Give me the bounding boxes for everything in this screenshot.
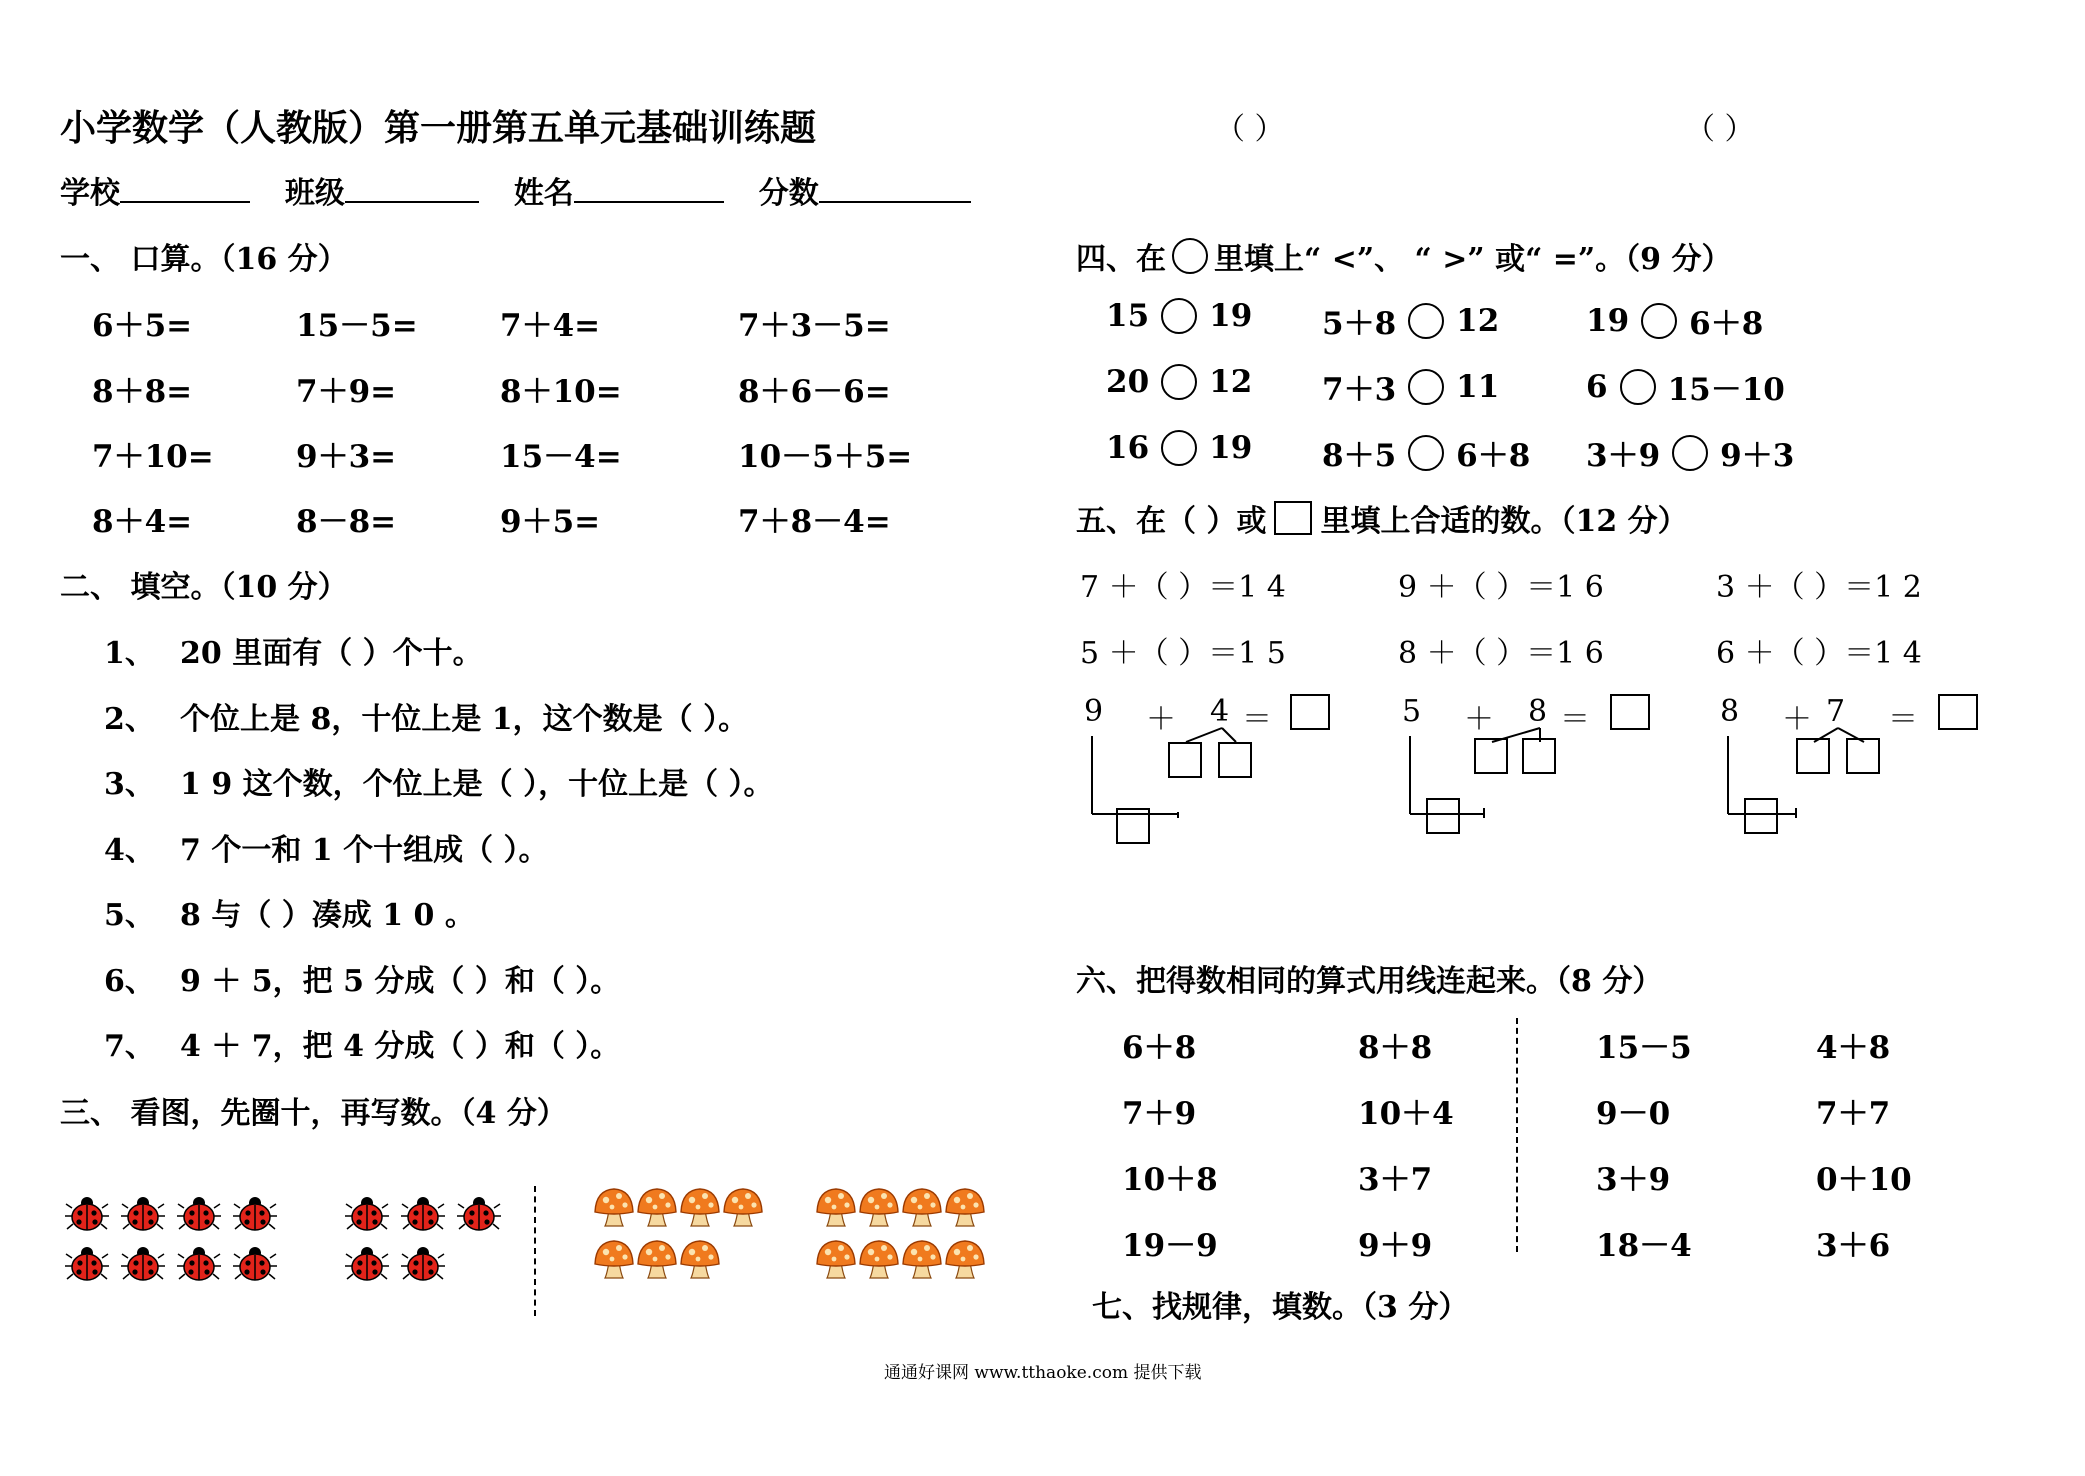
decomp-first-addend: 9	[1084, 694, 1104, 729]
fill-blank-question: 个位上是 8，十位上是 1，这个数是（ ）。	[180, 701, 749, 737]
match-expression[interactable]: 7＋7	[1816, 1096, 1891, 1132]
compare-circle[interactable]	[1620, 369, 1656, 405]
decomp-plus: ＋	[1464, 702, 1494, 737]
ladybug-icon	[344, 1194, 390, 1234]
mushroom-icon	[857, 1238, 901, 1282]
mental-math-item: 8－8=	[296, 504, 397, 540]
compare-left: 20	[1106, 364, 1150, 400]
fill-blank-question: 7 个一和 1 个十组成（ ）。	[180, 832, 549, 868]
compare-right: 19	[1209, 430, 1253, 466]
compare-right: 15－10	[1667, 372, 1785, 408]
answer-box[interactable]	[1610, 694, 1650, 730]
mental-math-item: 7＋4=	[500, 308, 601, 344]
decomp-equals: ＝	[1242, 702, 1272, 737]
compare-left: 7＋3	[1322, 372, 1397, 408]
decomp-second-addend: 7	[1826, 694, 1846, 729]
fill-blank-question: 1 9 这个数，个位上是（ ），十位上是（ ）。	[180, 767, 774, 802]
mental-math-item: 8＋10=	[500, 374, 622, 410]
match-expression[interactable]: 18－4	[1596, 1228, 1692, 1264]
match-expression[interactable]: 9－0	[1596, 1096, 1671, 1132]
compare-circle[interactable]	[1408, 435, 1444, 471]
compare-left: 8＋5	[1322, 438, 1397, 474]
ladybug-icon	[120, 1244, 166, 1284]
match-expression[interactable]: 3＋6	[1816, 1228, 1891, 1264]
sec7-heading: 七、找规律，填数。（3 分）	[1092, 1290, 1469, 1325]
mushroom-icon	[900, 1186, 944, 1230]
sec2-heading: 二、 填空。（10 分）	[60, 570, 348, 605]
compare-item	[1586, 364, 1785, 409]
match-expression[interactable]: 3＋9	[1596, 1162, 1671, 1198]
circle-icon	[1172, 238, 1208, 274]
fill-blank-question: 4 ＋ 7，把 4 分成（ ）和（ ）。	[180, 1029, 621, 1064]
school-blank[interactable]	[120, 175, 250, 203]
fill-equation: 8 ＋（ ）＝1 6	[1398, 636, 1604, 671]
fill-blank-number: 2、	[104, 701, 155, 737]
fill-blank-number: 3、	[104, 767, 155, 802]
compare-right: 19	[1209, 298, 1253, 334]
name-blank[interactable]	[574, 175, 724, 203]
split-box[interactable]	[1218, 742, 1252, 778]
score-blank[interactable]	[819, 175, 971, 203]
result-box[interactable]	[1116, 808, 1150, 844]
mental-math-item: 7＋3－5=	[738, 308, 891, 344]
match-expression[interactable]: 19－9	[1122, 1228, 1218, 1264]
answer-box[interactable]	[1938, 694, 1978, 730]
mental-math-item: 6＋5=	[92, 308, 193, 344]
class-label: 班级	[284, 176, 345, 211]
sec4-heading-a: 四、在	[1076, 242, 1166, 277]
compare-item	[1106, 430, 1252, 466]
page-title: 小学数学（人教版）第一册第五单元基础训练题	[60, 107, 817, 149]
ladybug-icon	[456, 1194, 502, 1234]
decomp-plus: ＋	[1782, 702, 1812, 737]
ladybug-icon	[400, 1244, 446, 1284]
decomp-first-addend: 5	[1402, 694, 1422, 729]
mushroom-icon	[943, 1238, 987, 1282]
compare-circle[interactable]	[1161, 430, 1197, 466]
match-expression[interactable]: 8＋8	[1358, 1030, 1433, 1066]
compare-item	[1106, 298, 1252, 334]
mental-math-item: 15－4=	[500, 439, 622, 475]
compare-item	[1586, 298, 1763, 343]
ladybug-icon	[232, 1244, 278, 1284]
fill-blank-number: 6、	[104, 963, 155, 999]
fill-blank-question: 8 与（ ）凑成 1 0 。	[180, 898, 475, 933]
fill-blank-number: 5、	[104, 898, 155, 933]
fill-equation: 3 ＋（ ）＝1 2	[1716, 570, 1922, 605]
mushroom-icon	[721, 1186, 765, 1230]
compare-left: 3＋9	[1586, 438, 1661, 474]
match-expression[interactable]: 7＋9	[1122, 1096, 1197, 1132]
compare-left: 5＋8	[1322, 306, 1397, 342]
mushroom-icon	[592, 1238, 636, 1282]
mental-math-item: 9＋3=	[296, 439, 397, 475]
decomp-equals: ＝	[1888, 702, 1918, 737]
score-label: 分数	[758, 176, 819, 211]
fill-equation: 6 ＋（ ）＝1 4	[1716, 636, 1922, 671]
compare-right: 11	[1456, 368, 1500, 405]
sec4-heading	[1076, 234, 1732, 278]
match-expression[interactable]: 10＋4	[1358, 1096, 1454, 1132]
class-blank[interactable]	[345, 175, 479, 203]
compare-left: 6	[1586, 368, 1608, 405]
mushroom-icon	[592, 1186, 636, 1230]
compare-circle[interactable]	[1161, 364, 1197, 400]
sec5-heading-a: 五、在（ ）或	[1076, 504, 1267, 539]
sec6-heading: 六、把得数相同的算式用线连起来。（8 分）	[1076, 964, 1663, 999]
result-box[interactable]	[1744, 798, 1778, 834]
name-label: 姓名	[513, 176, 574, 211]
mushroom-icon	[814, 1238, 858, 1282]
compare-right: 9＋3	[1720, 438, 1795, 474]
header-paren-1: （ ）	[1215, 112, 1285, 147]
compare-circle[interactable]	[1408, 369, 1444, 405]
compare-left: 16	[1106, 430, 1150, 466]
school-label: 学校	[60, 176, 120, 211]
ladybug-icon	[176, 1194, 222, 1234]
square-icon	[1274, 501, 1312, 535]
fill-blank-number: 1、	[104, 636, 155, 671]
result-box[interactable]	[1426, 798, 1460, 834]
sec6-divider	[1516, 1018, 1518, 1252]
compare-circle[interactable]	[1161, 298, 1197, 334]
mental-math-item: 15－5=	[296, 308, 418, 344]
match-expression[interactable]: 6＋8	[1122, 1030, 1197, 1066]
info-fields	[60, 168, 971, 212]
mental-math-item: 8＋8=	[92, 374, 193, 410]
mental-math-item: 7＋10=	[92, 439, 214, 475]
decomp-first-addend: 8	[1720, 694, 1740, 729]
compare-item	[1322, 364, 1499, 409]
fill-blank-question: 9 ＋ 5，把 5 分成（ ）和（ ）。	[180, 963, 621, 999]
mushroom-icon	[635, 1186, 679, 1230]
compare-right: 12	[1209, 364, 1253, 400]
sec3-divider	[534, 1186, 536, 1316]
match-expression[interactable]: 15－5	[1596, 1030, 1692, 1066]
mental-math-item: 8＋4=	[92, 504, 193, 540]
compare-left: 19	[1586, 302, 1630, 339]
mental-math-item: 9＋5=	[500, 504, 601, 540]
mushroom-icon	[814, 1186, 858, 1230]
match-expression[interactable]: 0＋10	[1816, 1162, 1912, 1198]
compare-item	[1586, 430, 1794, 475]
compare-circle[interactable]	[1672, 435, 1708, 471]
ladybug-icon	[176, 1244, 222, 1284]
fill-blank-question: 20 里面有（ ）个十。	[180, 636, 483, 671]
compare-left: 15	[1106, 298, 1150, 334]
fill-equation: 9 ＋（ ）＝1 6	[1398, 570, 1604, 605]
ladybug-icon	[64, 1194, 110, 1234]
sec1-heading: 一、 口算。（16 分）	[60, 242, 348, 277]
mental-math-item: 10－5＋5=	[738, 439, 913, 475]
compare-right: 6＋8	[1456, 438, 1531, 474]
decomp-plus: ＋	[1146, 702, 1176, 737]
match-expression[interactable]: 4＋8	[1816, 1030, 1891, 1066]
mushroom-icon	[857, 1186, 901, 1230]
split-box[interactable]	[1522, 738, 1556, 774]
fill-blank-number: 7、	[104, 1029, 155, 1064]
split-box[interactable]	[1168, 742, 1202, 778]
split-box[interactable]	[1796, 738, 1830, 774]
mental-math-item: 7＋8－4=	[738, 504, 891, 540]
ladybug-icon	[344, 1244, 390, 1284]
mushroom-icon	[900, 1238, 944, 1282]
mushroom-icon	[678, 1186, 722, 1230]
fill-blank-number: 4、	[104, 832, 155, 868]
split-box[interactable]	[1474, 738, 1508, 774]
mushroom-icon	[678, 1238, 722, 1282]
compare-item	[1322, 298, 1499, 343]
ladybug-icon	[64, 1244, 110, 1284]
answer-box[interactable]	[1290, 694, 1330, 730]
mental-math-item: 7＋9=	[296, 374, 397, 410]
compare-item	[1322, 430, 1530, 475]
fill-equation: 5 ＋（ ）＝1 5	[1080, 636, 1286, 671]
compare-item	[1106, 364, 1252, 400]
sec3-heading: 三、 看图，先圈十，再写数。（4 分）	[60, 1096, 567, 1131]
ladybug-icon	[232, 1194, 278, 1234]
mushroom-icon	[943, 1186, 987, 1230]
ladybug-icon	[400, 1194, 446, 1234]
match-expression[interactable]: 3＋7	[1358, 1162, 1433, 1198]
fill-equation: 7 ＋（ ）＝1 4	[1080, 570, 1286, 605]
match-expression[interactable]: 10＋8	[1122, 1162, 1218, 1198]
sec5-heading	[1076, 496, 1688, 540]
sec5-heading-b: 里填上合适的数。（12 分）	[1320, 504, 1688, 539]
footer-text: 通通好课网 www.tthaoke.com 提供下载	[884, 1363, 1202, 1383]
compare-circle[interactable]	[1408, 303, 1444, 339]
compare-circle[interactable]	[1641, 303, 1677, 339]
compare-right: 6＋8	[1689, 306, 1764, 342]
decomp-lines	[1084, 728, 1344, 878]
ladybug-icon	[120, 1194, 166, 1234]
decomp-second-addend: 8	[1528, 694, 1548, 729]
compare-right: 12	[1456, 302, 1500, 339]
split-box[interactable]	[1846, 738, 1880, 774]
decomp-equals: ＝	[1560, 702, 1590, 737]
header-paren-2: （ ）	[1685, 112, 1755, 147]
mental-math-item: 8＋6－6=	[738, 374, 891, 410]
mushroom-icon	[635, 1238, 679, 1282]
decomp-second-addend: 4	[1210, 694, 1230, 729]
match-expression[interactable]: 9＋9	[1358, 1228, 1433, 1264]
sec4-heading-b: 里填上“ <”、 “ >” 或“ =”。（9 分）	[1214, 242, 1732, 277]
